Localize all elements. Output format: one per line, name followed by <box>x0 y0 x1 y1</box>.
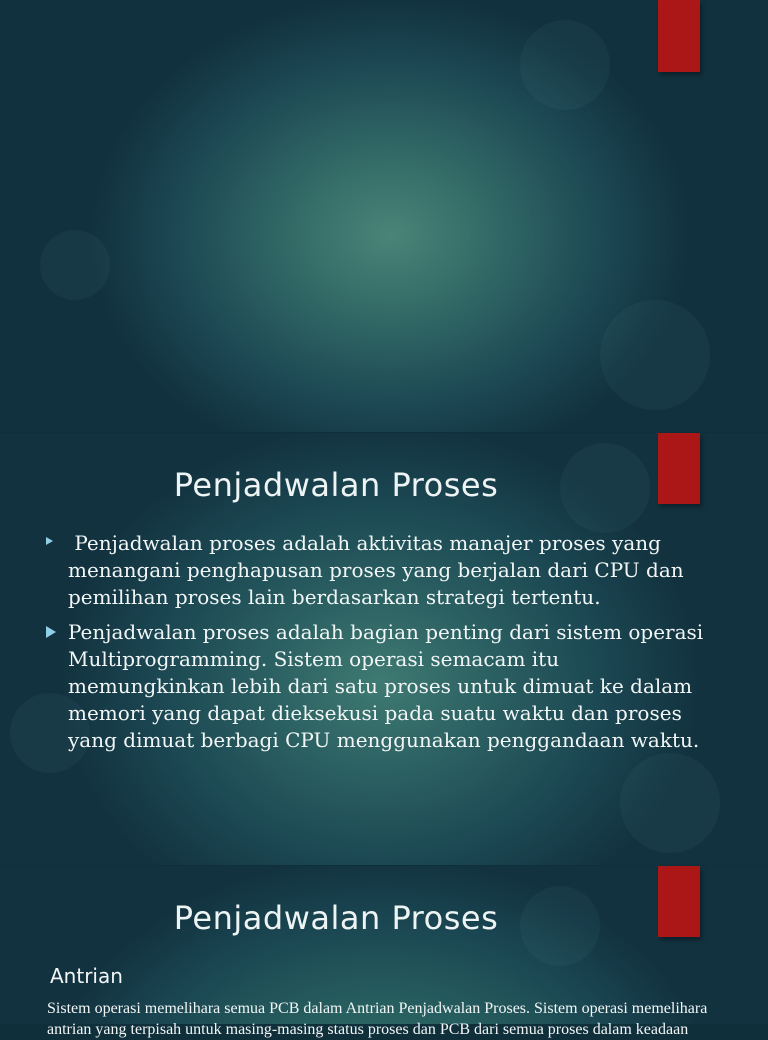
background-bokeh <box>40 230 110 300</box>
background-bokeh <box>520 20 610 110</box>
background-bokeh <box>620 753 720 853</box>
accent-bar <box>658 0 700 72</box>
slide-title: Penjadwalan Proses <box>173 899 499 937</box>
bullet-item <box>44 530 714 611</box>
bullet-list <box>44 530 714 762</box>
slide-1 <box>0 0 768 432</box>
background-bokeh <box>600 300 710 410</box>
slide-2 <box>0 433 768 865</box>
slide-body-text: Sistem operasi memelihara semua PCB dalam Antrian Penjadwalan Proses. Sistem operasi memelihara antrian yang terpisah untuk masing-masing status proses dan PCB dari semua proses dalam keadaan <box>47 1000 708 1038</box>
bullet-item <box>44 619 714 754</box>
bullet-arrow-icon <box>46 626 56 638</box>
bullet-text: Penjadwalan proses adalah aktivitas manajer proses yang menangani penghapusan proses yang berjalan dari CPU dan pemilihan proses lain berdasarkan strategi tertentu. <box>68 531 690 609</box>
slide-subtitle: Antrian <box>50 964 123 988</box>
slide-3 <box>0 866 768 1038</box>
bullet-text: Penjadwalan proses adalah bagian penting dari sistem operasi Multiprogramming. Sistem operasi semacam itu memungkinkan lebih dari satu proses untuk dimuat ke dalam memori yang dapat dieksekusi pada suatu waktu dan proses yang dimuat berbagi CPU menggunakan penggandaan waktu. <box>68 620 704 752</box>
slide-title: Penjadwalan Proses <box>173 466 499 504</box>
bullet-arrow-icon <box>46 537 53 545</box>
